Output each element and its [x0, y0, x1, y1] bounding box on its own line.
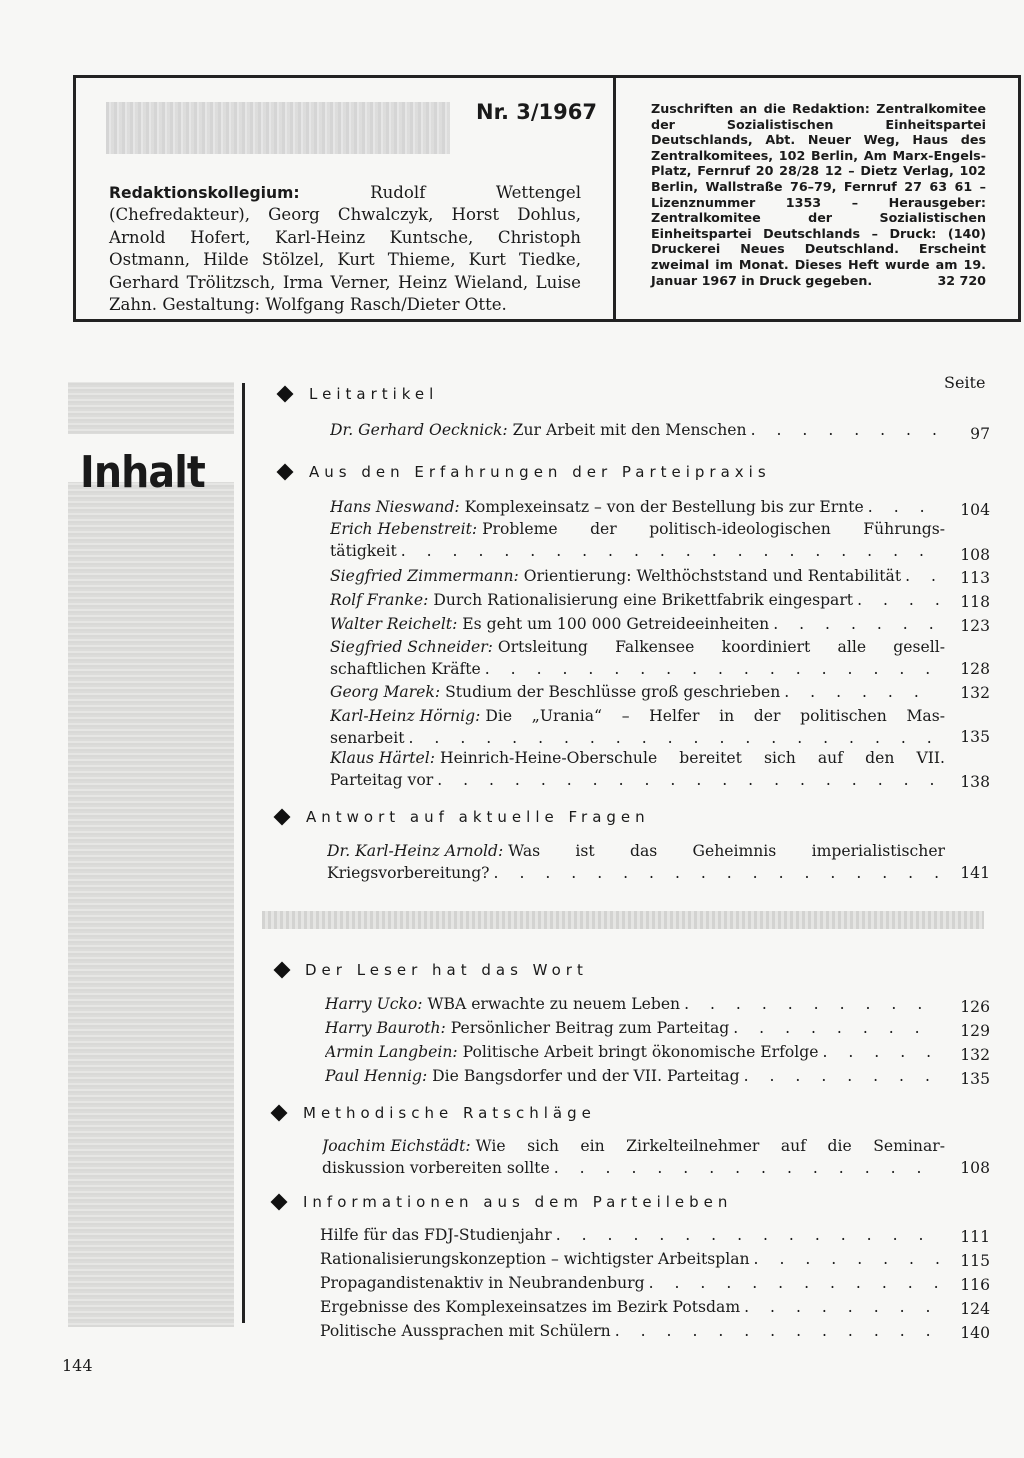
- entry-page-number: 129: [960, 1022, 990, 1040]
- entry-title: Ergebnisse des Komplexeinsatzes im Bezirk Potsdam: [320, 1298, 741, 1316]
- toc-entry[interactable]: [330, 636, 945, 680]
- dot-leader: [733, 1017, 939, 1039]
- toc-entry[interactable]: [330, 705, 945, 749]
- entry-title: Studium der Beschlüsse groß geschrieben: [445, 683, 781, 701]
- dot-leader: [754, 1248, 939, 1270]
- entry-author: Erich Hebenstreit:: [330, 520, 483, 538]
- entry-title: Durch Rationalisierung eine Brikettfabrik eingespart: [433, 591, 854, 609]
- page-column-label: Seite: [944, 373, 986, 392]
- section-bullet-icon: [277, 464, 294, 481]
- masthead-divider: [613, 78, 616, 319]
- entry-title: Parteitag vor: [330, 771, 434, 789]
- entry-title: Persönlicher Beitrag zum Parteitag: [450, 1019, 730, 1037]
- entry-title: senarbeit: [330, 729, 405, 747]
- toc-entry[interactable]: [325, 1065, 945, 1087]
- dot-leader: [437, 769, 939, 791]
- entry-title: tätigkeit: [330, 542, 397, 560]
- publisher-info-text: Zuschriften an die Redaktion: Zentralkomitee der Sozialistischen Einheitspartei Deutschlands, Abt. Neuer Weg, Haus des Zentralkomitees, 102 Berlin, Am Marx-Engels-Platz, Fernruf 20 28/28 12 – Dietz Verlag, 102 Berlin, Wallstraße 76–79, Fernruf 27 63 61 – Lizenznummer 1353 – Herausgeber: Zentralkomitee der Sozialistischen Einheitspartei Deutschlands – Druck: (140) Druckerei Neues Deutschland. Erscheint zweimal im Monat. Dieses Heft wurde am 19. Januar 1967 in Druck gegeben.: [651, 101, 986, 288]
- dot-leader: [649, 1272, 939, 1294]
- masthead-gray-block: [106, 102, 450, 154]
- dot-leader: [401, 540, 939, 562]
- dot-leader: [822, 1041, 939, 1063]
- entry-page-number: 135: [960, 728, 990, 746]
- dot-leader: [556, 1224, 939, 1246]
- entry-author: Dr. Karl-Heinz Arnold:: [327, 842, 509, 860]
- entry-title: Politische Aussprachen mit Schülern: [320, 1322, 611, 1340]
- toc-entry[interactable]: [320, 1224, 945, 1246]
- entry-title: Rationalisierungskonzeption – wichtigster Arbeitsplan: [320, 1250, 750, 1268]
- entry-page-number: 115: [960, 1252, 990, 1270]
- entry-author: Hans Nieswand:: [330, 498, 465, 516]
- publisher-info: [651, 101, 986, 288]
- entry-title: Die „Urania“ – Helfer in der politischen Mas-: [485, 707, 945, 725]
- editorial-board-text: Rudolf Wettengel (Chefredakteur), Georg Chwalczyk, Horst Dohlus, Arnold Hofert, Karl-Heinz Kuntsche, Christoph Ostmann, Hilde Stölzel, Kurt Thieme, Kurt Tiedke, Gerhard Trölitzsch, Irma Verner, Heinz Wieland, Luise Zahn.: [109, 183, 581, 315]
- entry-title: Propagandistenaktiv in Neubrandenburg: [320, 1274, 645, 1292]
- entry-title: diskussion vorbereiten sollte: [322, 1159, 550, 1177]
- design-credit: Gestaltung: Wolfgang Rasch/Dieter Otte.: [162, 295, 507, 315]
- toc-entry[interactable]: [325, 1041, 945, 1063]
- toc-entry[interactable]: [330, 518, 945, 562]
- toc-entry[interactable]: [330, 681, 945, 703]
- section-title: Methodische Ratschläge: [303, 1104, 596, 1122]
- contents-heading: Inhalt: [80, 447, 205, 498]
- dot-leader: [554, 1157, 939, 1179]
- section-bullet-icon: [274, 962, 291, 979]
- entry-title: Probleme der politisch-ideologischen Führungs-: [482, 520, 945, 538]
- entry-title: Die Bangsdorfer und der VII. Parteitag: [432, 1067, 740, 1085]
- dot-leader: [751, 419, 939, 441]
- entry-title: Kriegsvorbereitung?: [327, 864, 490, 882]
- dot-leader: [494, 862, 939, 884]
- entry-title: Politische Arbeit bringt ökonomische Erfolge: [462, 1043, 819, 1061]
- dot-leader: [784, 681, 939, 703]
- section-bullet-icon: [274, 809, 291, 826]
- entry-author: Joachim Eichstädt:: [322, 1137, 476, 1155]
- section-title: Leitartikel: [309, 385, 439, 403]
- masthead-box: [73, 75, 1021, 322]
- section-bullet-icon: [271, 1194, 288, 1211]
- editorial-board-label: Redaktionskollegium:: [109, 184, 300, 202]
- entry-title: Orientierung: Welthöchststand und Rentabilität: [523, 567, 902, 585]
- entry-page-number: 138: [960, 773, 990, 791]
- entry-author: Siegfried Zimmermann:: [330, 567, 524, 585]
- entry-author: Paul Hennig:: [325, 1067, 433, 1085]
- entry-page-number: 124: [960, 1300, 990, 1318]
- toc-entry[interactable]: [320, 1248, 945, 1270]
- entry-author: Georg Marek:: [330, 683, 446, 701]
- entry-author: Klaus Härtel:: [330, 749, 440, 767]
- entry-page-number: 126: [960, 998, 990, 1016]
- toc-entry[interactable]: [322, 1135, 945, 1179]
- entry-page-number: 141: [960, 864, 990, 882]
- section-title: Aus den Erfahrungen der Parteipraxis: [309, 463, 771, 481]
- toc-entry[interactable]: [330, 565, 945, 587]
- entry-author: Dr. Gerhard Oecknick:: [330, 421, 513, 439]
- toc-entry[interactable]: [330, 589, 945, 611]
- dot-leader: [744, 1065, 939, 1087]
- entry-author: Walter Reichelt:: [330, 615, 463, 633]
- section-title: Der Leser hat das Wort: [305, 961, 588, 979]
- entry-page-number: 140: [960, 1324, 990, 1342]
- entry-title: Ortsleitung Falkensee koordiniert alle gesell-: [497, 638, 945, 656]
- entry-title: Heinrich-Heine-Oberschule bereitet sich auf den VII.: [439, 749, 945, 767]
- toc-entry[interactable]: [330, 496, 945, 518]
- entry-title: WBA erwachte zu neuem Leben: [427, 995, 681, 1013]
- entry-title: Komplexeinsatz – von der Bestellung bis zur Ernte: [464, 498, 864, 516]
- entry-page-number: 111: [960, 1228, 990, 1246]
- entry-page-number: 113: [960, 569, 990, 587]
- entry-page-number: 116: [960, 1276, 990, 1294]
- entry-page-number: 123: [960, 617, 990, 635]
- entry-author: Armin Langbein:: [325, 1043, 463, 1061]
- toc-entry[interactable]: [320, 1296, 945, 1318]
- editorial-board: [109, 182, 581, 316]
- issue-number: Nr. 3/1967: [476, 100, 597, 124]
- section-title: Antwort auf aktuelle Fragen: [306, 808, 650, 826]
- toc-entry[interactable]: [330, 613, 945, 635]
- entry-author: Harry Bauroth:: [325, 1019, 451, 1037]
- dot-leader: [409, 727, 940, 749]
- section-bullet-icon: [271, 1105, 288, 1122]
- entry-title: Zur Arbeit mit den Menschen: [512, 421, 747, 439]
- toc-entry[interactable]: [320, 1272, 945, 1294]
- dot-leader: [905, 565, 939, 587]
- entry-page-number: 108: [960, 1159, 990, 1177]
- entry-page-number: 108: [960, 546, 990, 564]
- entry-page-number: 135: [960, 1070, 990, 1088]
- entry-title: Wie sich ein Zirkelteilnehmer auf die Seminar-: [475, 1137, 945, 1155]
- dot-leader: [773, 613, 939, 635]
- entry-page-number: 132: [960, 684, 990, 702]
- dot-leader: [615, 1320, 939, 1342]
- entry-author: Karl-Heinz Hörnig:: [330, 707, 486, 725]
- entry-title: schaftlichen Kräfte: [330, 660, 481, 678]
- dot-leader: [868, 496, 939, 518]
- toc-entry[interactable]: [330, 419, 945, 441]
- toc-entry[interactable]: [320, 1320, 945, 1342]
- left-gray-column: [68, 382, 234, 1327]
- entry-author: Rolf Franke:: [330, 591, 434, 609]
- section-bullet-icon: [277, 386, 294, 403]
- toc-entry[interactable]: [325, 1017, 945, 1039]
- dot-leader: [744, 1296, 939, 1318]
- toc-entry[interactable]: [330, 747, 945, 791]
- entry-page-number: 97: [970, 425, 990, 443]
- dot-leader: [684, 993, 939, 1015]
- entry-page-number: 132: [960, 1046, 990, 1064]
- entry-author: Siegfried Schneider:: [330, 638, 498, 656]
- column-rule: [242, 383, 245, 1323]
- publisher-info-number: 32 720: [937, 272, 986, 288]
- entry-title: Hilfe für das FDJ-Studienjahr: [320, 1226, 552, 1244]
- entry-page-number: 104: [960, 501, 990, 519]
- entry-author: Harry Ucko:: [325, 995, 428, 1013]
- entry-title: Was ist das Geheimnis imperialistischer: [508, 842, 945, 860]
- entry-title: Es geht um 100 000 Getreideeinheiten: [462, 615, 770, 633]
- toc-entry[interactable]: [327, 840, 945, 884]
- dot-leader: [857, 589, 939, 611]
- section-title: Informationen aus dem Parteileben: [303, 1193, 733, 1211]
- entry-page-number: 128: [960, 660, 990, 678]
- page-number: 144: [62, 1356, 93, 1375]
- section-separator: [262, 911, 984, 929]
- toc-entry[interactable]: [325, 993, 945, 1015]
- dot-leader: [485, 658, 939, 680]
- entry-page-number: 118: [960, 593, 990, 611]
